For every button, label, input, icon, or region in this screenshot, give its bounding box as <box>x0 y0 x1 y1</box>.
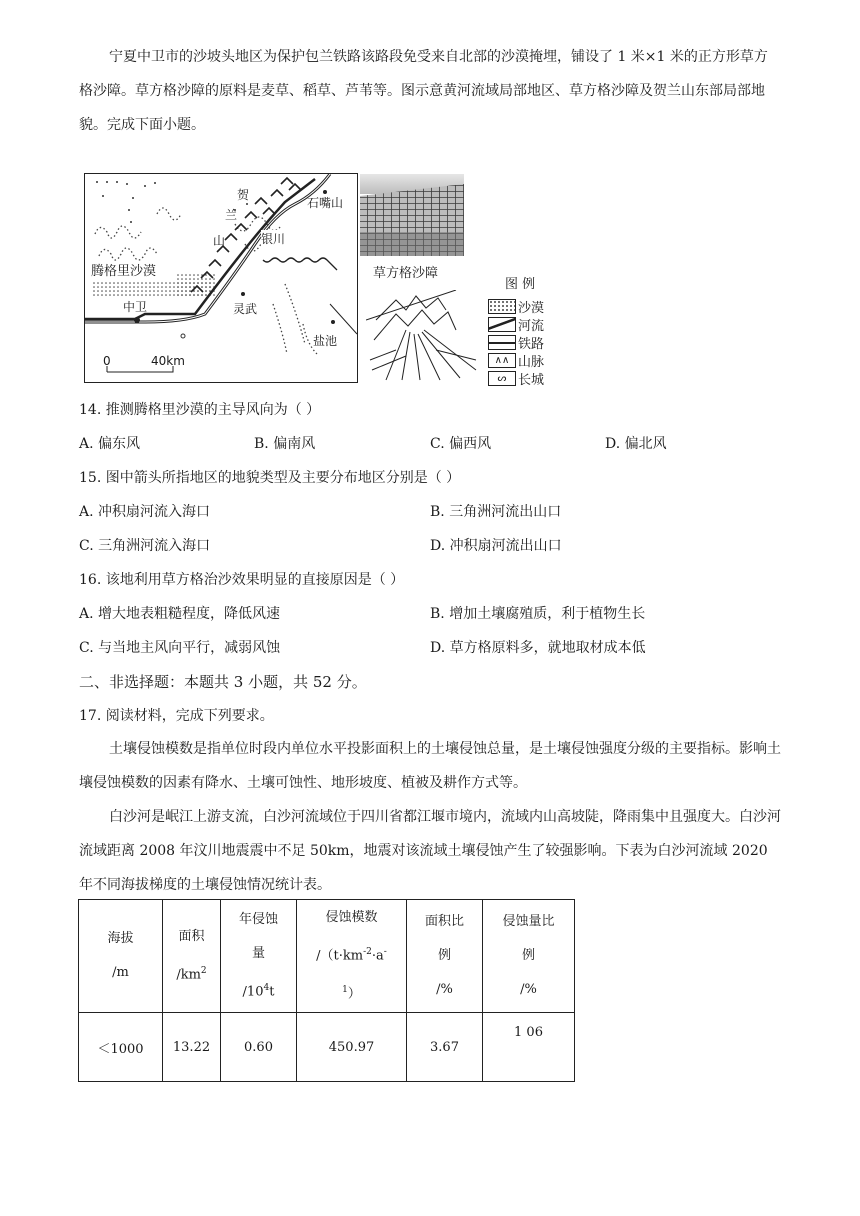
table-cell: 450.97 <box>297 1013 407 1082</box>
map-label-tengger: 腾格里沙漠 <box>91 264 157 279</box>
legend-item-desert: 沙漠 <box>488 297 544 315</box>
desert-swatch-icon <box>488 299 516 314</box>
map-label-shan: 山 <box>213 234 226 248</box>
q16-option-b[interactable]: B. 增加土壤腐殖质，利于植物生长 <box>430 606 646 622</box>
legend-title: 图 例 <box>505 277 536 292</box>
scale-km: 40km <box>151 354 185 368</box>
map-label-shizuishan: 石嘴山 <box>307 196 344 210</box>
legend-item-great-wall: ᔕ 长城 <box>488 369 544 387</box>
header-area: 面积 $/km^2$ <box>163 900 221 1013</box>
river-swatch-icon <box>488 317 516 332</box>
table-header-row <box>79 900 575 1013</box>
table-cell: 13.22 <box>163 1013 221 1082</box>
q15-option-b[interactable]: B. 三角洲河流出山口 <box>430 504 562 520</box>
q14-option-c[interactable]: C. 偏西风 <box>430 436 492 452</box>
landform-zoom-figure <box>366 290 482 382</box>
section-2-heading: 二、非选择题：本题共 3 小题，共 52 分。 <box>79 673 367 691</box>
q14-option-a[interactable]: A. 偏东风 <box>79 436 141 452</box>
q16-option-a[interactable]: A. 增大地表粗糙程度，降低风速 <box>79 606 281 622</box>
great-wall-icon <box>263 258 337 270</box>
header-altitude: 海拔 /m <box>79 900 163 1013</box>
header-annual-erosion: 年侵蚀 量 $/10^4t$ <box>221 900 297 1013</box>
map-label-lan: 兰 <box>225 208 238 222</box>
question-17-stem: 17. 阅读材料，完成下列要求。 <box>79 708 274 724</box>
table-cell: ＜1000 <box>79 1013 163 1082</box>
question-16-stem: 16. 该地利用草方格治沙效果明显的直接原因是（ ） <box>79 572 405 588</box>
map-label-yanchi: 盐池 <box>313 334 338 348</box>
table-row <box>79 1013 575 1082</box>
map-label-lingwu: 灵武 <box>233 302 258 316</box>
q16-option-d[interactable]: D. 草方格原料多，就地取材成本低 <box>430 640 646 656</box>
intro-paragraph: 宁夏中卫市的沙坡头地区为保护包兰铁路该路段免受来自北部的沙漠掩埋，铺设了 1 米×1 米的正方形草方格沙障。草方格沙障的原料是麦草、稻草、芦苇等。图示意黄河流域局部地区、草方格沙障及贺兰山东部局部地貌。完成下面小题。 <box>79 49 768 133</box>
soil-erosion-table <box>78 899 575 1082</box>
straw-checkerboard-photo <box>360 174 464 256</box>
q15-option-c[interactable]: C. 三角洲河流入海口 <box>79 538 211 554</box>
map-label-yinchuan: 银川 <box>261 232 286 246</box>
q17-paragraph-1: 土壤侵蚀模数是指单位时段内单位水平投影面积上的土壤侵蚀总量，是土壤侵蚀强度分级的主要指标。影响土壤侵蚀模数的因素有降水、土壤可蚀性、地形坡度、植被及耕作方式等。 <box>79 741 781 791</box>
table-cell: 3.67 <box>407 1013 483 1082</box>
table-cell: 1 06 <box>483 1013 575 1082</box>
scale-zero: 0 <box>103 354 111 368</box>
question-14-stem: 14. 推测腾格里沙漠的主导风向为（ ） <box>79 402 321 418</box>
q14-option-d[interactable]: D. 偏北风 <box>605 436 667 452</box>
zhongwei-marker-icon <box>134 317 140 323</box>
map-label-zhongwei: 中卫 <box>123 300 148 314</box>
great-wall-swatch-icon: ᔕ <box>488 371 516 386</box>
railway-swatch-icon <box>488 335 516 350</box>
legend-item-mountain: ∧∧ 山脉 <box>488 351 544 369</box>
q15-option-d[interactable]: D. 冲积扇河流出山口 <box>430 538 562 554</box>
q17-paragraph-2: 白沙河是岷江上游支流，白沙河流域位于四川省都江堰市境内，流域内山高坡陡，降雨集中且强度大。白沙河流域距离 2008 年汶川地震震中不足 50km，地震对该流域土壤侵蚀产生了较强影响。下表为白沙河流域 2020 年不同海拔梯度的土壤侵蚀情况统计表。 <box>79 809 781 893</box>
map-label-he: 贺 <box>237 188 250 202</box>
question-15-stem: 15. 图中箭头所指地区的地貌类型及主要分布地区分别是（ ） <box>79 470 461 486</box>
legend-item-railway: 铁路 <box>488 333 544 351</box>
mountain-swatch-icon: ∧∧ <box>488 353 516 368</box>
q15-option-a[interactable]: A. 冲积扇河流入海口 <box>79 504 211 520</box>
photo-caption: 草方格沙障 <box>373 266 439 281</box>
map-figure <box>84 173 358 383</box>
legend-item-river: 河流 <box>488 315 544 333</box>
header-erosion-ratio: 侵蚀量比 例 /% <box>483 900 575 1013</box>
q14-option-b[interactable]: B. 偏南风 <box>254 436 316 452</box>
header-area-ratio: 面积比 例 /% <box>407 900 483 1013</box>
header-erosion-modulus: 侵蚀模数 $/(t\cdot km^{-2}\cdot a^-$ $^1$） <box>297 900 407 1013</box>
table-cell: 0.60 <box>221 1013 297 1082</box>
q16-option-c[interactable]: C. 与当地主风向平行，减弱风蚀 <box>79 640 281 656</box>
